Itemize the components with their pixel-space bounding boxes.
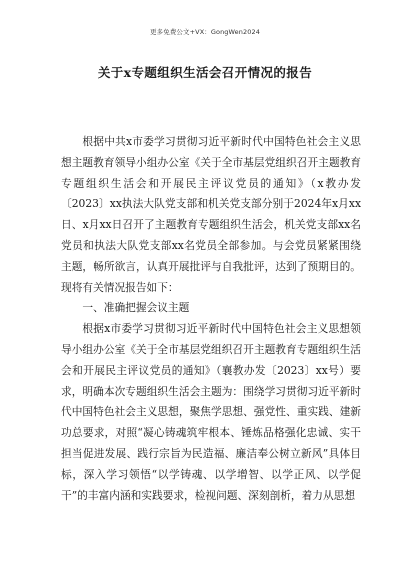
document-title: 关于x专题组织生活会召开情况的报告 [97, 65, 313, 80]
document-body [61, 132, 361, 506]
body-paragraph: 根据x市委学习贯彻习近平新时代中国特色社会主义思想领导小组办公室《关于全市基层党组织召开主题教育专题组织生活会和开展民主评议党员的通知》（襄教办发〔2023〕xx号）要求，明确本次专题组织生活会主题为：围绕学习贯彻习近平新时代中国特色社会主义思想，聚焦学思想、强党性、重实践、建新功总要求，对照“凝心铸魂筑牢根本、锤炼品格强化忠诚、实干担当促进发展、践行宗旨为民造福、廉洁奉公树立新风”具体目标，深入学习领悟“以学铸魂、以学增智、以学正风、以学促干”的丰富内涵和实践要求，检视问题、深刻剖析，着力从思想 [61, 322, 361, 502]
page-header: 更多免费公文+VX：GongWen2024 [150, 28, 260, 36]
section-heading: 一、准确把握会议主题 [82, 301, 190, 315]
body-paragraph: 根据中共x市委学习贯彻习近平新时代中国特色社会主义思想主题教育领导小组办公室《关于全市基层党组织召开主题教育专题组织生活会和开展民主评议党员的通知》（x教办发〔2023〕xx执法大队党支部和机关党支部分别于2024年x月xx日、x月xx日召开了主题教育专题组织生活会，机关党支部xx名党员和执法大队党支部xx名党员全部参加。与会党员紧紧围绕主题，畅所欲言，认真开展批评与自我批评，达到了预期目的。现将有关情况报告如下： [61, 135, 361, 294]
